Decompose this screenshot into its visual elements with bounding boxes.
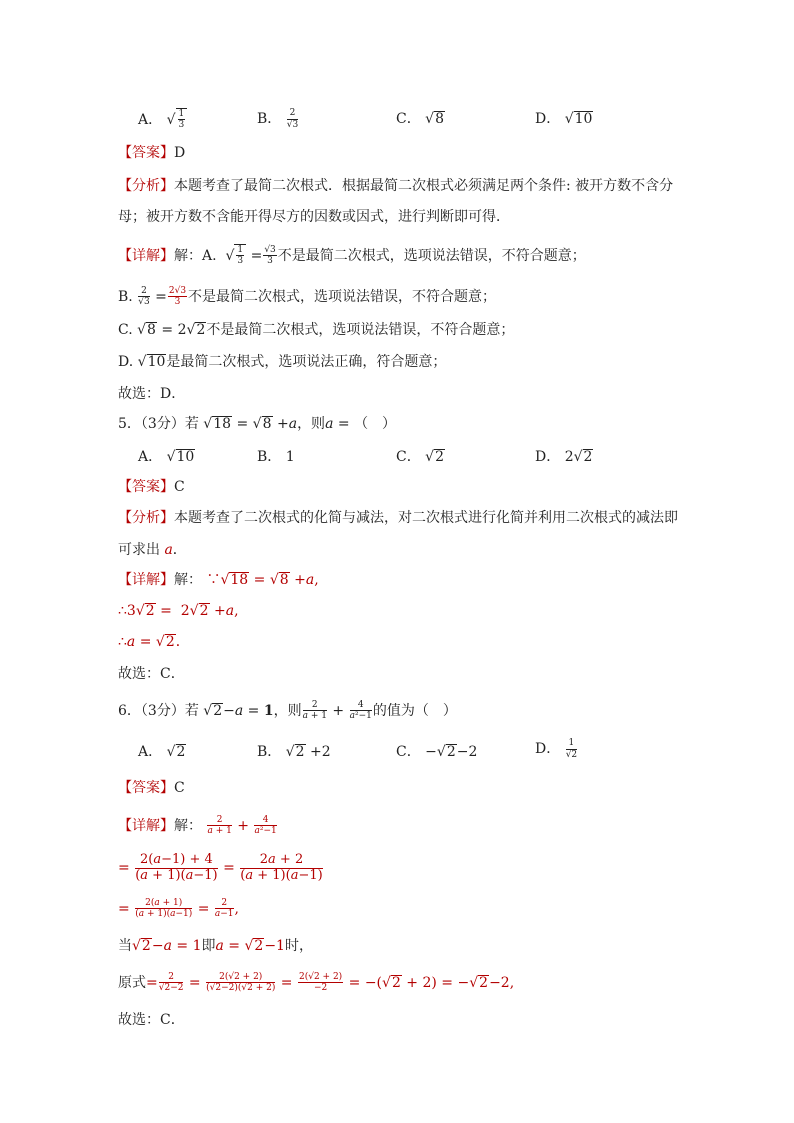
math-expression: $\frac{2}{a + 1}$ + $\frac{4}{\text{a²−1}}$	[207, 815, 277, 837]
conclusion-text: 故选：C．	[118, 666, 185, 682]
q6-detail-3	[118, 898, 239, 920]
option-d	[535, 738, 578, 760]
q5-conclusion	[118, 664, 185, 684]
math-expression: 1	[285, 449, 295, 465]
math-expression: √10	[166, 449, 195, 465]
math-expression: $\frac{2}{a + 1}$ + $\frac{4}{\text{a²−1}}$	[302, 700, 372, 722]
conclusion-text: 故选：D．	[118, 386, 186, 402]
math-expression: ∵√18 = √8 +a,	[206, 572, 319, 588]
conclusion-text: 故选：C．	[118, 1012, 185, 1028]
math-expression: √2 +2	[285, 744, 331, 760]
detail-prefix: 解：	[174, 817, 202, 834]
math-expression: $\frac{2}{√3}$	[286, 108, 299, 130]
option-b	[257, 741, 331, 761]
q4-analysis-line-1	[118, 176, 673, 196]
q6-detail-2	[118, 853, 324, 884]
option-letter: B．	[257, 449, 282, 465]
analysis-text: 母；被开方数不含能开得尽方的因数或因式，进行判断即可得．	[118, 209, 510, 225]
math-expression: √2	[425, 449, 445, 465]
answer-value: D	[174, 145, 186, 161]
q5-detail-2	[118, 601, 239, 621]
option-c	[396, 741, 477, 761]
math-expression: a	[160, 542, 173, 558]
math-expression: = $\frac{2(a-1) + 4}{(a + 1)(a-1)}$ = $\frac{2a + 2}{(a + 1)(a-1)}$	[118, 852, 323, 883]
option-a	[138, 108, 187, 131]
math-expression: √2−a = 1	[203, 702, 274, 719]
detail-tag: 【详解】	[118, 247, 174, 264]
math-expression: a	[325, 416, 334, 432]
question-text: 的值为（ ）	[372, 702, 457, 719]
q6-answer	[118, 778, 185, 798]
math-expression: √2−a = 1	[132, 938, 202, 954]
math-expression: −√2−2	[425, 744, 478, 760]
option-a	[138, 446, 195, 466]
question-prefix: 5．（3分）若	[118, 416, 199, 432]
q4-detail-a	[118, 244, 586, 267]
option-letter: D．	[535, 449, 561, 465]
detail-text: 是最简二次根式，选项说法正确，符合题意；	[166, 354, 447, 370]
option-d	[535, 108, 593, 128]
math-expression: √8	[425, 111, 445, 127]
detail-prefix: D.	[118, 354, 134, 370]
math-expression: √8 = 2√2	[137, 322, 206, 338]
math-expression: = $\frac{2(a + 1)}{(a + 1)(a-1)}$ = $\frac{2}{a-1}$ ,	[118, 898, 239, 920]
q5-detail-3	[118, 632, 190, 652]
detail-text: 不是最简二次根式，选项说法错误，不符合题意；	[277, 247, 586, 264]
math-expression: √ $\frac{1}{3}$ = $\frac{√3}{3}$	[225, 245, 276, 267]
option-a	[138, 741, 186, 761]
q4-detail-d	[118, 352, 446, 372]
detail-tag: 【详解】	[118, 817, 174, 834]
math-expression: a = √2−1	[215, 938, 285, 954]
math-expression: = $\frac{2}{√2-2}$ = $\frac{2(√2 + 2)}{(√2-2)(√2 + 2)}$ = $\frac{2(√2 + 2)}{-2}$ = −(√2 + 2) = −√2−2,	[146, 972, 515, 994]
q6-conclusion	[118, 1010, 185, 1030]
q5-detail-1	[118, 570, 319, 590]
detail-text: 不是最简二次根式，选项说法错误，不符合题意；	[188, 288, 497, 305]
detail-tag: 【详解】	[118, 572, 174, 588]
option-letter: C．	[396, 111, 421, 127]
option-letter: A．	[138, 449, 163, 465]
option-d	[535, 446, 593, 466]
detail-prefix: 解：	[174, 572, 202, 588]
option-letter: A．	[138, 744, 163, 760]
option-b	[257, 446, 295, 466]
option-b	[257, 108, 299, 130]
q6-stem	[118, 700, 457, 722]
math-expression: √10	[137, 354, 166, 370]
detail-text: 原式	[118, 974, 146, 991]
option-letter: C．	[396, 744, 421, 760]
q4-analysis-line-2	[118, 207, 510, 227]
q4-detail-c	[118, 320, 514, 340]
math-expression: $\frac{1}{√2}$	[565, 738, 578, 760]
q6-detail-4	[118, 936, 313, 956]
option-c	[396, 108, 445, 128]
math-expression: √10	[564, 111, 593, 127]
q5-stem: 5．（3分）若 √18 = √8 +a，则a = （ ）	[118, 416, 397, 432]
answer-tag: 【答案】	[118, 479, 174, 495]
detail-text: 时，	[284, 938, 313, 954]
detail-text: 不是最简二次根式，选项说法错误，不符合题意；	[206, 322, 515, 338]
option-letter: C．	[396, 449, 421, 465]
option-letter: D．	[535, 741, 561, 757]
math-expression: ∴a = √2．	[118, 634, 190, 650]
math-expression: 2√2	[564, 449, 593, 465]
detail-prefix: 解：A.	[174, 247, 217, 264]
math-expression: √18 = √8 +a	[203, 416, 298, 432]
option-letter: D．	[535, 111, 561, 127]
analysis-text: 本题考查了二次根式的化简与减法，对二次根式进行化简并利用二次根式的减法即	[174, 510, 678, 526]
math-expression: √2	[166, 744, 186, 760]
answer-value: C	[174, 780, 185, 796]
q4-conclusion	[118, 384, 185, 404]
math-expression: ∴3√2 = 2√2 +a,	[118, 603, 239, 619]
question-text: ，则	[297, 416, 326, 432]
option-letter: A．	[138, 111, 163, 128]
q5-analysis-line-2: 可求出 a．	[118, 542, 187, 558]
question-text: ，则	[273, 702, 302, 719]
q6-detail-5	[118, 972, 514, 994]
q6-detail-1	[118, 815, 278, 837]
detail-text: 即	[201, 938, 216, 954]
analysis-tag: 【分析】	[118, 510, 174, 526]
q5-analysis-line-1	[118, 508, 678, 528]
question-prefix: 6．（3分）若	[118, 702, 199, 719]
detail-prefix: C.	[118, 322, 133, 338]
analysis-text: 可求出	[118, 542, 160, 558]
q4-answer	[118, 143, 185, 163]
option-letter: B．	[257, 111, 282, 127]
analysis-tag: 【分析】	[118, 178, 174, 194]
analysis-text: 本题考查了最简二次根式．根据最简二次根式必须满足两个条件: 被开方数不含分	[174, 178, 674, 194]
answer-tag: 【答案】	[118, 145, 174, 161]
answer-tag: 【答案】	[118, 780, 174, 796]
option-letter: B．	[257, 744, 282, 760]
detail-text: 当	[118, 938, 132, 954]
q4-detail-b	[118, 286, 496, 308]
question-bracket: （ ）	[354, 416, 397, 432]
answer-value: C	[174, 479, 185, 495]
option-c	[396, 446, 445, 466]
detail-prefix: B.	[118, 288, 133, 305]
q5-answer	[118, 477, 185, 497]
math-expression: $\frac{2}{√3}$ = $\frac{2√3}{3}$	[138, 286, 187, 308]
math-expression: √ $\frac{1}{3}$	[167, 108, 188, 131]
